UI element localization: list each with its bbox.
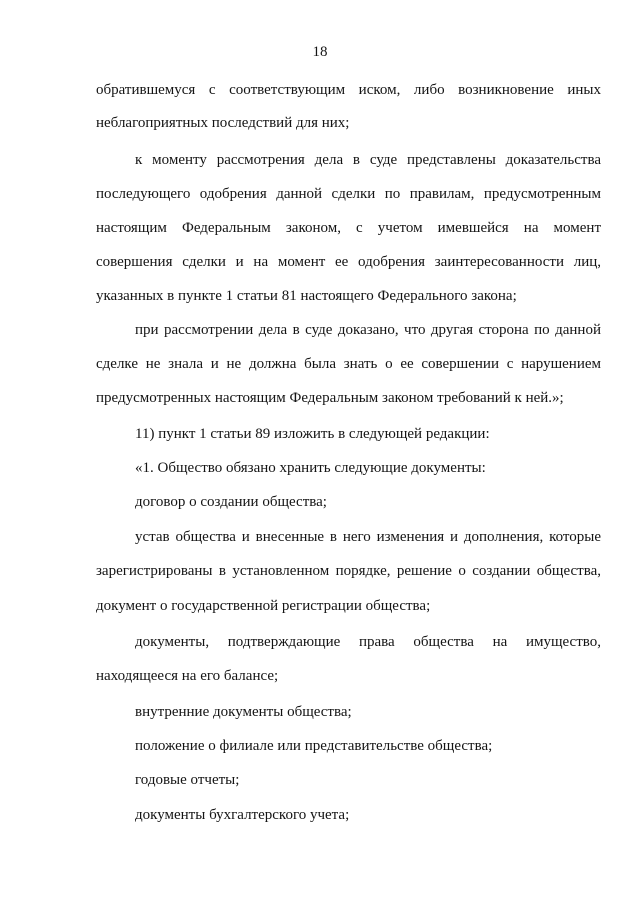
text-line: предусмотренных настоящим Федеральным законом требований к ней.»; (96, 390, 564, 406)
text-line: совершения сделки и на момент ее одобрения заинтересованности лиц, (96, 254, 601, 270)
text-line: последующего одобрения данной сделки по правилам, предусмотренным (96, 186, 601, 202)
text-line: внутренние документы общества; (135, 704, 352, 720)
text-line: сделке не знала и не должна была знать о ее совершении с нарушением (96, 356, 601, 372)
text-line: к моменту рассмотрения дела в суде представлены доказательства (135, 152, 601, 168)
text-line: неблагоприятных последствий для них; (96, 115, 350, 131)
text-line: указанных в пункте 1 статьи 81 настоящего Федерального закона; (96, 288, 517, 304)
text-line: 11) пункт 1 статьи 89 изложить в следующей редакции: (135, 426, 490, 442)
text-line: зарегистрированы в установленном порядке, решение о создании общества, (96, 563, 601, 579)
text-line: положение о филиале или представительстве общества; (135, 738, 493, 754)
text-line: устав общества и внесенные в него изменения и дополнения, которые (135, 529, 601, 545)
text-line: обратившемуся с соответствующим иском, либо возникновение иных (96, 82, 601, 98)
text-line: находящееся на его балансе; (96, 668, 279, 684)
text-line: настоящим Федеральным законом, с учетом имевшейся на момент (96, 220, 601, 236)
text-line: документы, подтверждающие права общества на имущество, (135, 634, 601, 650)
text-line: документы бухгалтерского учета; (135, 807, 350, 823)
text-line: при рассмотрении дела в суде доказано, что другая сторона по данной (135, 322, 601, 338)
text-line: документ о государственной регистрации общества; (96, 598, 431, 614)
text-line: «1. Общество обязано хранить следующие документы: (135, 460, 486, 476)
text-line: годовые отчеты; (135, 772, 240, 788)
page-number: 18 (312, 44, 328, 60)
text-line: договор о создании общества; (135, 494, 327, 510)
